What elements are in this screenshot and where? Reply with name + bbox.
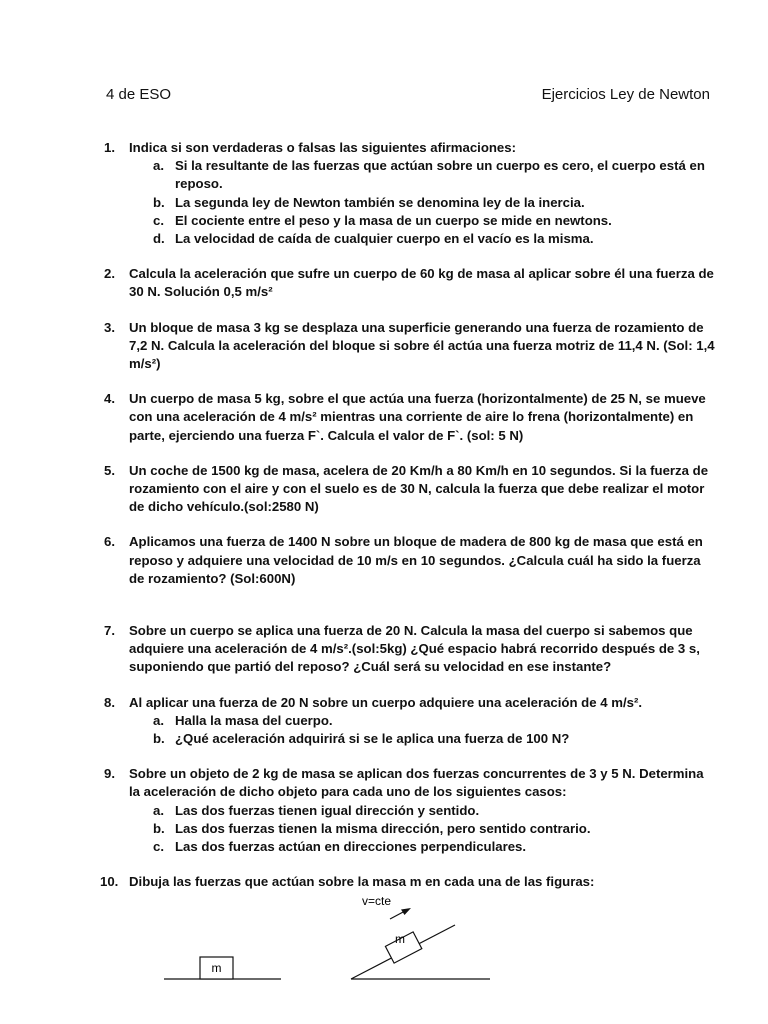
sub-item-text: La segunda ley de Newton también se denomina ley de la inercia. <box>175 194 585 210</box>
question-text: Indica si son verdaderas o falsas las siguientes afirmaciones: <box>129 140 516 155</box>
sub-item-letter: a. <box>153 802 164 818</box>
velocity-arrow-icon <box>401 908 411 915</box>
sub-item-letter: c. <box>153 839 164 855</box>
worksheet-title: Ejercicios Ley de Newton <box>541 86 710 103</box>
question-text: Sobre un objeto de 2 kg de masa se aplican dos fuerzas concurrentes de 3 y 5 N. Determina la aceleración de dicho objeto para cada uno de los siguientes casos: <box>129 766 704 800</box>
question-text: Dibuja las fuerzas que actúan sobre la masa m en cada una de las figuras: <box>129 874 595 890</box>
sub-item-letter: b. <box>153 731 165 747</box>
question-number: 9. <box>104 766 115 782</box>
sub-item-letter: a. <box>153 158 164 174</box>
question-number: 5. <box>104 462 115 478</box>
question-text: Sobre un cuerpo se aplica una fuerza de 20 N. Calcula la masa del cuerpo si sabemos que adquiere una aceleración de 4 m/s².(sol:5kg) ¿Qué espacio habrá recorrido después de 3 s, suponiendo que partió del reposo? ¿Cuál será su velocidad en ese instante? <box>129 623 700 675</box>
sub-item-text: Las dos fuerzas tienen la misma dirección, pero sentido contrario. <box>175 820 591 836</box>
sub-item-letter: b. <box>153 820 165 836</box>
question-text: Calcula la aceleración que sufre un cuerpo de 60 kg de masa al aplicar sobre él una fuerza de 30 N. Solución 0,5 m/s² <box>129 266 714 300</box>
sub-item-letter: c. <box>153 212 164 228</box>
course-label: 4 de ESO <box>106 86 172 103</box>
question-number: 2. <box>104 266 115 282</box>
question-text: Aplicamos una fuerza de 1400 N sobre un bloque de madera de 800 kg de masa que está en reposo y adquiere una velocidad de 10 m/s en 10 segundos. ¿Calcula cuál ha sido la fuerza de rozamiento? (Sol:600N) <box>129 534 703 586</box>
sub-item-text: La velocidad de caída de cualquier cuerpo en el vacío es la misma. <box>175 231 594 247</box>
sub-item-text: Si la resultante de las fuerzas que actúan sobre un cuerpo es cero, el cuerpo está en reposo. <box>175 158 705 192</box>
sub-item-text: Las dos fuerzas actúan en direcciones perpendiculares. <box>175 839 527 855</box>
sub-item-text: ¿Qué aceleración adquirirá si se le aplica una fuerza de 100 N? <box>175 731 570 747</box>
question-number: 10. <box>100 874 119 890</box>
question-text: Al aplicar una fuerza de 20 N sobre un cuerpo adquiere una aceleración de 4 m/s². <box>129 694 643 710</box>
sub-item-text: Las dos fuerzas tienen igual dirección y sentido. <box>175 802 480 818</box>
incline-figure <box>351 894 490 979</box>
question-text: Un bloque de masa 3 kg se desplaza una superficie generando una fuerza de rozamiento de 7,2 N. Calcula la aceleración del bloque si sobre él actúa una fuerza motriz de 11,4 N. (Sol: 1,4 m/s²) <box>129 319 715 372</box>
question-text: Un cuerpo de masa 5 kg, sobre el que actúa una fuerza (horizontalmente) de 25 N, se mueve con una aceleración de 4 m/s² mientras una corriente de aire lo frena (horizontalmente) en parte, ejerciendo una fuerza F`. Calcula el valor de F`. (sol: 5 N) <box>129 391 706 443</box>
flat-block-label: m <box>211 961 222 975</box>
velocity-label: v=cte <box>362 894 392 908</box>
sub-item-letter: d. <box>153 231 165 247</box>
sub-item-letter: a. <box>153 712 164 728</box>
question-number: 6. <box>104 534 115 550</box>
incline-block-label: m <box>395 932 405 946</box>
question-number: 8. <box>104 694 115 710</box>
question-number: 1. <box>104 140 115 155</box>
question-text: Un coche de 1500 kg de masa, acelera de 20 Km/h a 80 Km/h en 10 segundos. Si la fuerza de rozamiento con el aire y con el suelo es de 30 N, calcula la fuerza que debe realizar el motor de dicho vehículo.(sol:2580 N) <box>129 462 709 515</box>
flat-surface-figure <box>164 957 281 979</box>
question-number: 3. <box>104 319 115 335</box>
question-number: 7. <box>104 623 115 639</box>
question-number: 4. <box>104 391 115 407</box>
sub-item-text: El cociente entre el peso y la masa de un cuerpo se mide en newtons. <box>175 212 612 228</box>
sub-item-text: Halla la masa del cuerpo. <box>175 712 333 728</box>
sub-item-letter: b. <box>153 194 165 210</box>
